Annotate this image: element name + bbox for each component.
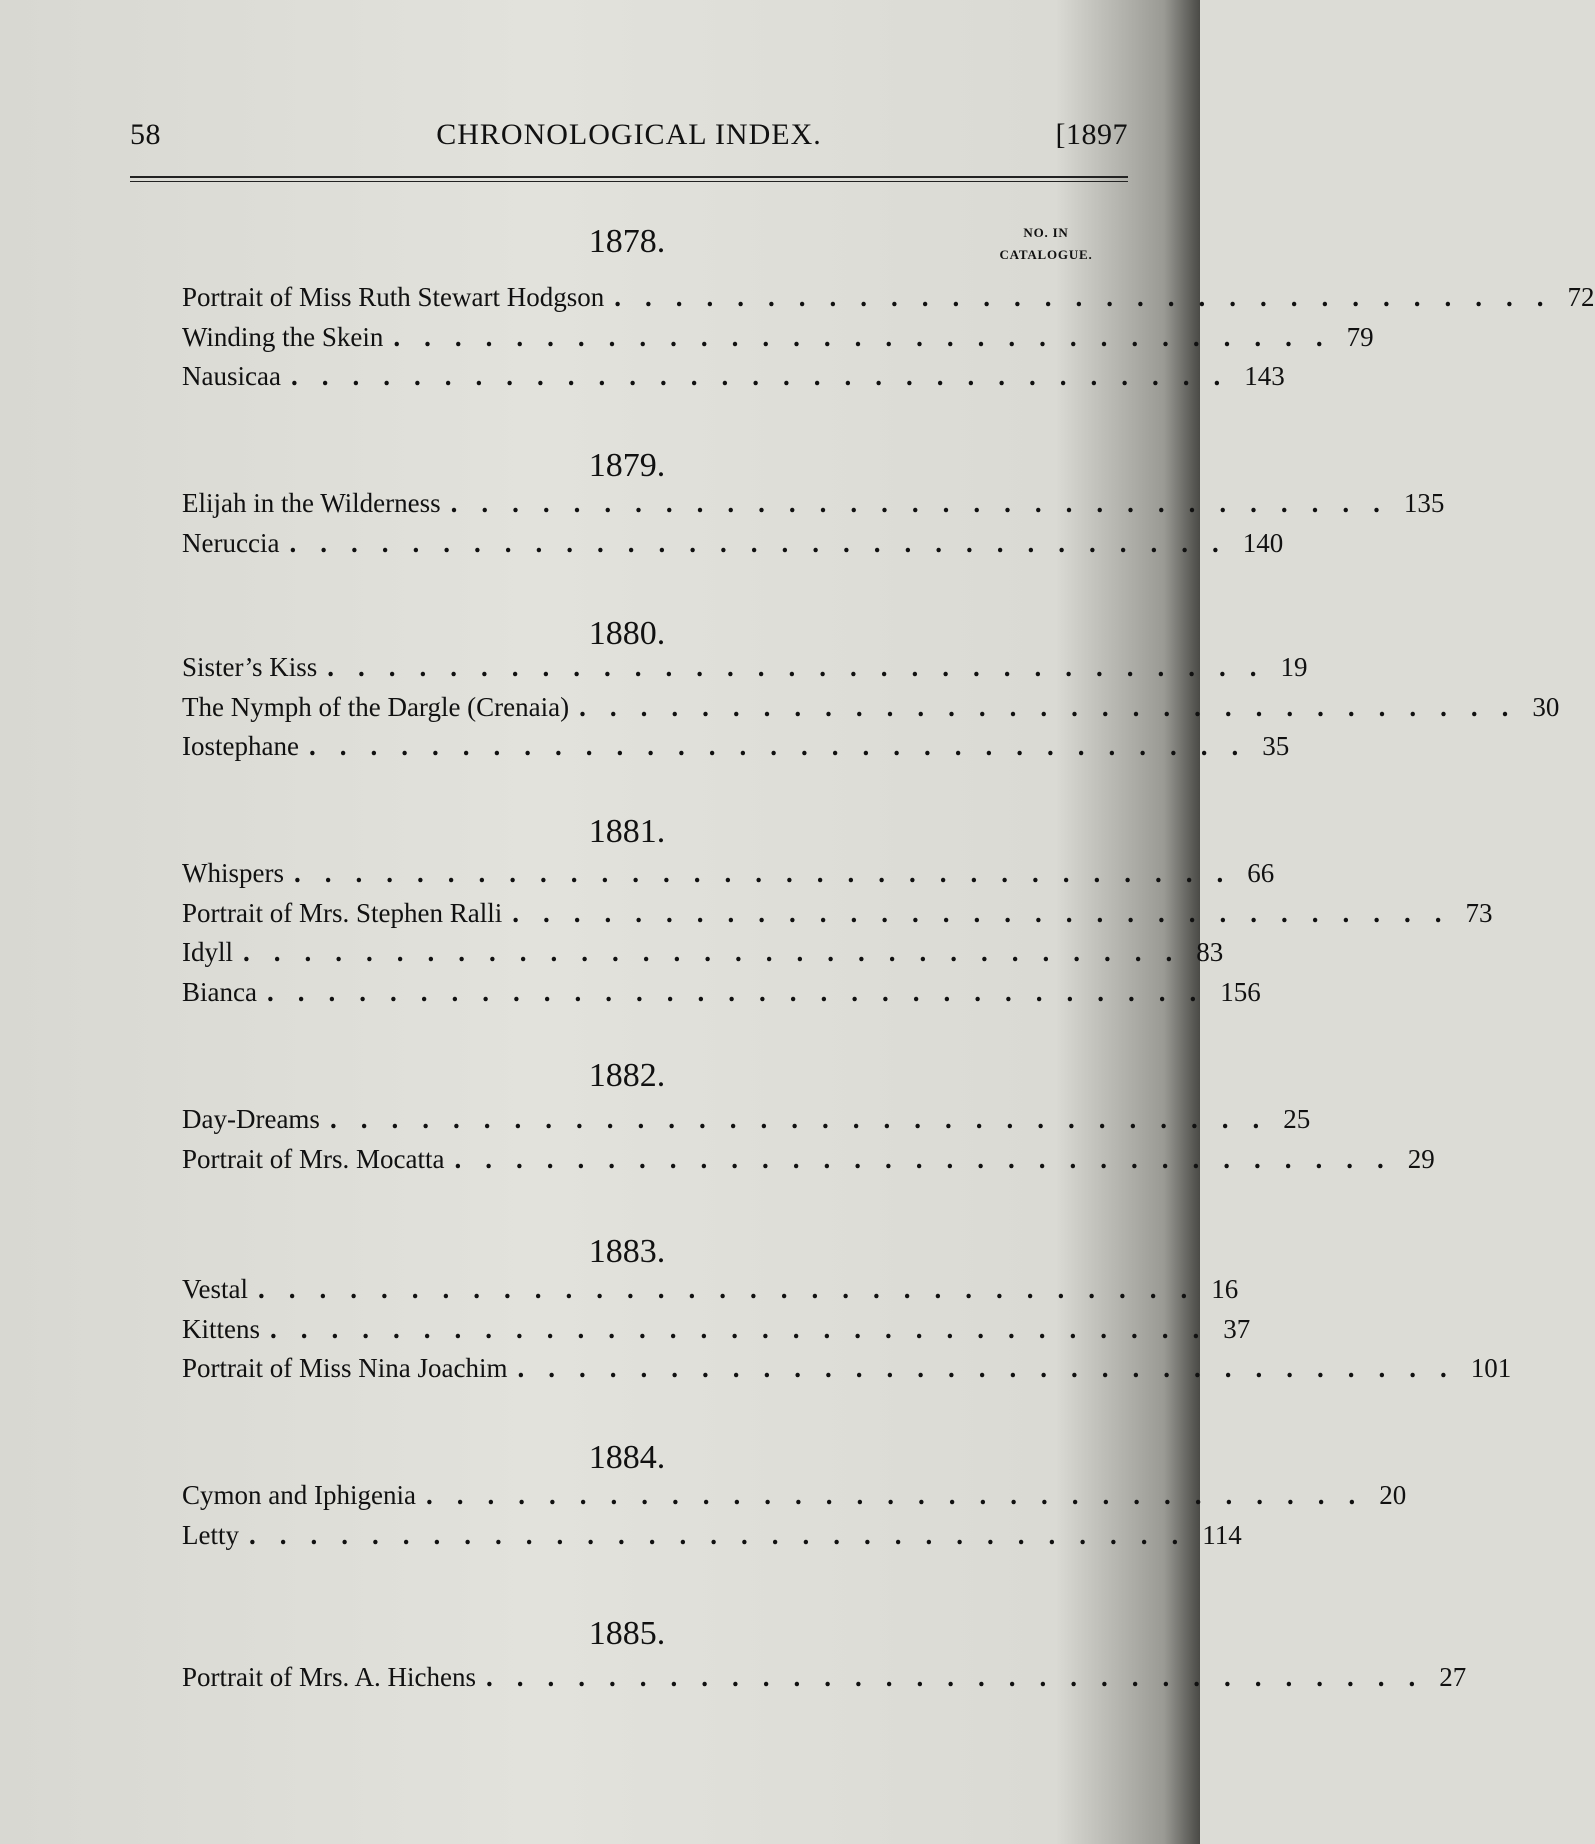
entry-list — [182, 278, 1595, 397]
index-entry — [182, 688, 1560, 728]
catalogue-number: 73 — [1465, 897, 1493, 928]
catalogue-number: 27 — [1439, 1662, 1467, 1692]
leader-dots: ............................... — [270, 1313, 1224, 1344]
leader-dots: ............................... — [517, 1353, 1471, 1383]
running-header — [130, 118, 1128, 162]
catalogue-number: 114 — [1202, 1519, 1242, 1550]
catalogue-number: 20 — [1379, 1480, 1407, 1510]
column-heading-line-1: NO. IN — [1023, 225, 1069, 240]
entry-title: Day-Dreams — [182, 1104, 320, 1134]
index-entry — [182, 727, 1290, 767]
index-entry — [182, 648, 1308, 688]
leader-dots: ............................... — [308, 731, 1263, 761]
index-entry — [182, 1516, 1242, 1556]
entry-list — [182, 854, 1493, 1012]
index-entry — [182, 854, 1275, 894]
catalogue-number: 72 — [1567, 282, 1595, 312]
catalogue-number: 37 — [1223, 1313, 1251, 1344]
year-heading: 1881. — [588, 813, 666, 850]
entry-list — [182, 648, 1560, 767]
catalogue-number: 83 — [1196, 937, 1224, 967]
catalogue-number: 29 — [1407, 1143, 1435, 1174]
entry-list — [182, 1100, 1435, 1179]
year-heading: 1885. — [588, 1615, 666, 1652]
index-entry — [182, 1100, 1311, 1140]
catalogue-number: 35 — [1262, 731, 1290, 761]
entry-title: The Nymph of the Dargle (Crenaia) — [182, 691, 570, 722]
index-entry — [182, 318, 1374, 358]
catalogue-number: 66 — [1247, 858, 1275, 888]
leader-dots: ............................... — [614, 282, 1568, 312]
index-entry — [182, 1310, 1251, 1350]
entry-title: Portrait of Miss Ruth Stewart Hodgson — [182, 282, 605, 312]
catalogue-number: 79 — [1346, 321, 1374, 352]
page-title: CHRONOLOGICAL INDEX. — [436, 118, 822, 151]
leader-dots: ............................... — [327, 652, 1281, 682]
catalogue-number: 135 — [1403, 488, 1445, 518]
entry-title: Iostephane — [182, 731, 299, 761]
entry-title: Letty — [182, 1519, 239, 1550]
leader-dots: ............................... — [248, 1519, 1203, 1550]
page-number: 58 — [130, 118, 161, 151]
entry-title: Idyll — [182, 937, 233, 967]
catalogue-number: 25 — [1283, 1104, 1311, 1134]
leader-dots: ............................... — [393, 321, 1347, 352]
index-entry — [182, 357, 1285, 397]
leader-dots: ............................... — [290, 361, 1245, 391]
index-entry — [182, 894, 1493, 934]
leader-dots: ............................... — [289, 527, 1243, 558]
leader-dots: ............................... — [257, 1274, 1212, 1304]
entry-title: Bianca — [182, 976, 257, 1007]
year-heading: 1884. — [588, 1439, 666, 1476]
index-entry — [182, 484, 1445, 524]
leader-dots: ............................... — [450, 488, 1404, 518]
index-entry — [182, 1658, 1467, 1698]
entry-title: Winding the Skein — [182, 321, 384, 352]
index-entry — [182, 1476, 1407, 1516]
index-entry — [182, 278, 1595, 318]
entry-title: Elijah in the Wilderness — [182, 488, 441, 518]
leader-dots: ............................... — [485, 1662, 1440, 1692]
entry-title: Cymon and Iphigenia — [182, 1480, 416, 1510]
catalogue-number: 140 — [1242, 527, 1284, 558]
entry-title: Kittens — [182, 1313, 260, 1344]
year-heading: 1883. — [588, 1233, 666, 1270]
leader-dots: ............................... — [579, 691, 1533, 722]
year-heading: 1878. — [588, 223, 666, 260]
entry-list — [182, 484, 1445, 563]
leader-dots: ............................... — [293, 858, 1248, 888]
leader-dots: ............................... — [266, 976, 1221, 1007]
entry-title: Nausicaa — [182, 361, 281, 391]
entry-title: Portrait of Miss Nina Joachim — [182, 1353, 508, 1383]
leader-dots: ............................... — [243, 937, 1197, 967]
index-entry — [182, 973, 1261, 1013]
catalogue-number: 19 — [1280, 652, 1308, 682]
index-entry — [182, 933, 1224, 973]
entry-title: Portrait of Mrs. Mocatta — [182, 1143, 445, 1174]
entry-title: Vestal — [182, 1274, 248, 1304]
leader-dots: ............................... — [329, 1104, 1284, 1134]
leader-dots: ............................... — [454, 1143, 1408, 1174]
index-entry — [182, 1349, 1512, 1389]
year-heading: 1882. — [588, 1057, 666, 1094]
entry-title: Portrait of Mrs. A. Hichens — [182, 1662, 476, 1692]
entry-title: Sister’s Kiss — [182, 652, 318, 682]
entry-list — [182, 1658, 1467, 1698]
entry-title: Portrait of Mrs. Stephen Ralli — [182, 897, 503, 928]
year-heading: 1880. — [588, 615, 666, 652]
leader-dots: ............................... — [425, 1480, 1380, 1510]
entry-list — [182, 1476, 1407, 1555]
entry-list — [182, 1270, 1512, 1389]
catalogue-number: 156 — [1220, 976, 1261, 1007]
catalogue-number: 143 — [1244, 361, 1285, 391]
index-entry — [182, 1140, 1435, 1180]
index-entry — [182, 1270, 1239, 1310]
leader-dots: ............................... — [512, 897, 1466, 928]
entry-title: Neruccia — [182, 527, 280, 558]
header-year: [1897 — [1055, 118, 1128, 151]
header-double-rule — [130, 176, 1128, 182]
catalogue-number: 16 — [1211, 1274, 1239, 1304]
year-heading: 1879. — [588, 447, 666, 484]
index-entry — [182, 524, 1284, 564]
catalogue-number: 30 — [1532, 691, 1560, 722]
entry-title: Whispers — [182, 858, 284, 888]
column-heading-line-2: CATALOGUE. — [999, 247, 1093, 262]
catalogue-number: 101 — [1470, 1353, 1512, 1383]
